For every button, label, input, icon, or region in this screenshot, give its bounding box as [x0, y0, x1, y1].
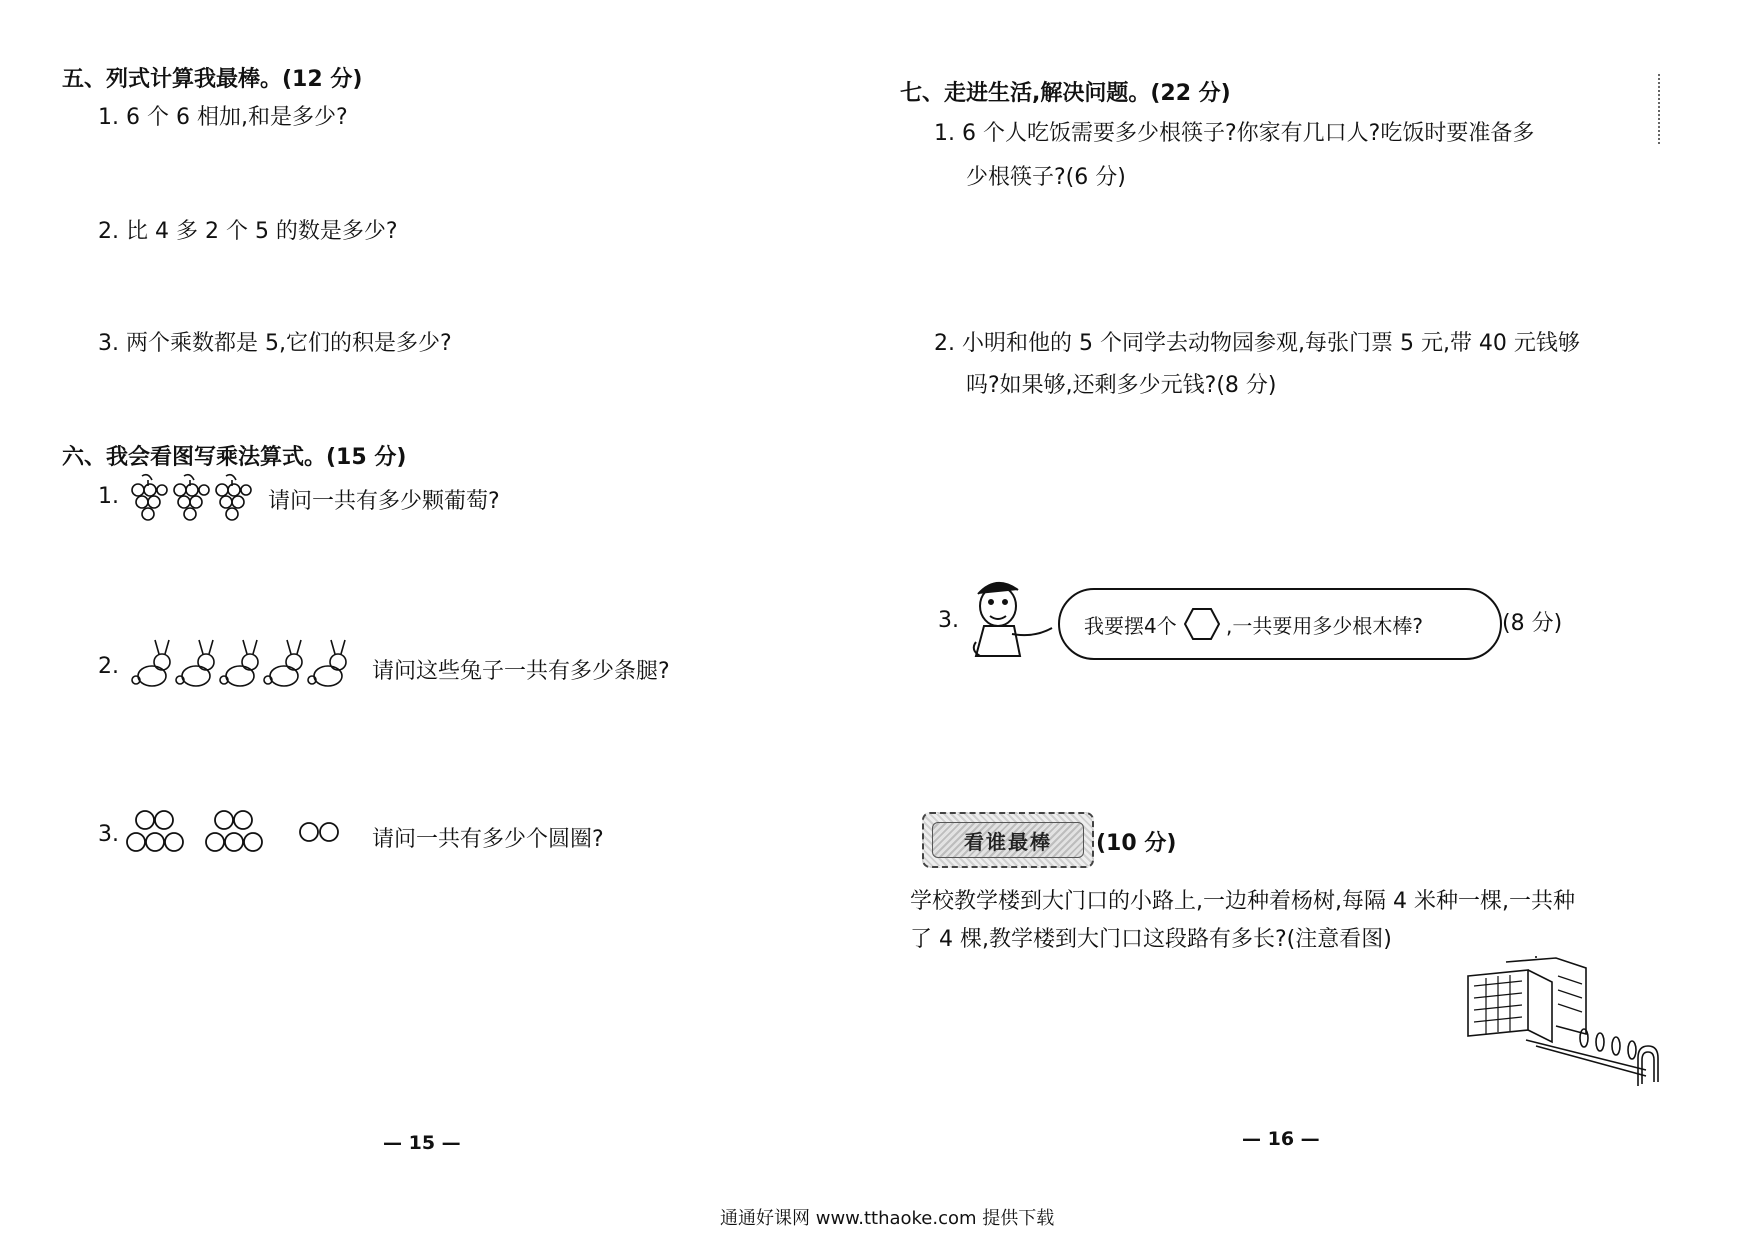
circles-illustration	[124, 808, 354, 862]
question-6-1-text: 请问一共有多少颗葡萄?	[268, 489, 500, 514]
speech-bubble	[1058, 588, 1502, 660]
page-number-left: — 15 —	[383, 1132, 461, 1154]
bonus-badge-label: 看谁最棒	[964, 829, 1052, 854]
boy-illustration	[962, 572, 1062, 672]
section-5-title: 五、列式计算我最棒。(12 分)	[62, 67, 363, 92]
bonus-badge	[922, 812, 1094, 868]
question-6-2-text: 请问这些兔子一共有多少条腿?	[372, 659, 670, 684]
page-edge-marker	[1658, 74, 1660, 144]
question-7-3-points: (8 分)	[1502, 611, 1563, 636]
speech-bubble-text-end: ,一共要用多少根木棒?	[1226, 614, 1423, 638]
grape-bunch-icon	[126, 470, 256, 526]
question-5-1: 1. 6 个 6 相加,和是多少?	[98, 105, 348, 130]
hexagon-icon	[1184, 606, 1220, 646]
school-building-icon	[1466, 956, 1662, 1090]
question-7-3-number: 3.	[938, 608, 959, 633]
footer-credit: 通通好课网 www.tthaoke.com 提供下载	[720, 1208, 1055, 1229]
page-number-right: — 16 —	[1242, 1128, 1320, 1150]
grapes-illustration	[126, 470, 256, 530]
school-illustration	[1466, 956, 1662, 1094]
question-7-1-line-2: 少根筷子?(6 分)	[966, 165, 1126, 190]
rabbits-illustration	[126, 636, 356, 698]
bonus-question-line-2: 了 4 棵,教学楼到大门口这段路有多长?(注意看图)	[910, 927, 1392, 952]
question-5-3: 3. 两个乘数都是 5,它们的积是多少?	[98, 331, 452, 356]
speech-bubble-text-start: 我要摆4个	[1084, 614, 1177, 638]
question-7-2-line-2: 吗?如果够,还剩多少元钱?(8 分)	[966, 373, 1277, 398]
bonus-points: (10 分)	[1096, 831, 1177, 856]
rabbit-icon	[126, 636, 356, 694]
question-7-1-line-1: 1. 6 个人吃饭需要多少根筷子?你家有几口人?吃饭时要准备多	[934, 121, 1535, 146]
bonus-question-line-1: 学校教学楼到大门口的小路上,一边种着杨树,每隔 4 米种一棵,一共种	[910, 889, 1575, 914]
section-6-title: 六、我会看图写乘法算式。(15 分)	[62, 445, 407, 470]
section-7-title: 七、走进生活,解决问题。(22 分)	[900, 81, 1231, 106]
question-6-3-number: 3.	[98, 822, 119, 847]
question-6-1-number: 1.	[98, 484, 119, 509]
circle-icon	[124, 808, 354, 858]
question-6-3-text: 请问一共有多少个圆圈?	[372, 827, 604, 852]
question-7-2-line-1: 2. 小明和他的 5 个同学去动物园参观,每张门票 5 元,带 40 元钱够	[934, 331, 1580, 356]
boy-pointing-icon	[962, 572, 1062, 668]
question-5-2: 2. 比 4 多 2 个 5 的数是多少?	[98, 219, 398, 244]
question-6-2-number: 2.	[98, 654, 119, 679]
